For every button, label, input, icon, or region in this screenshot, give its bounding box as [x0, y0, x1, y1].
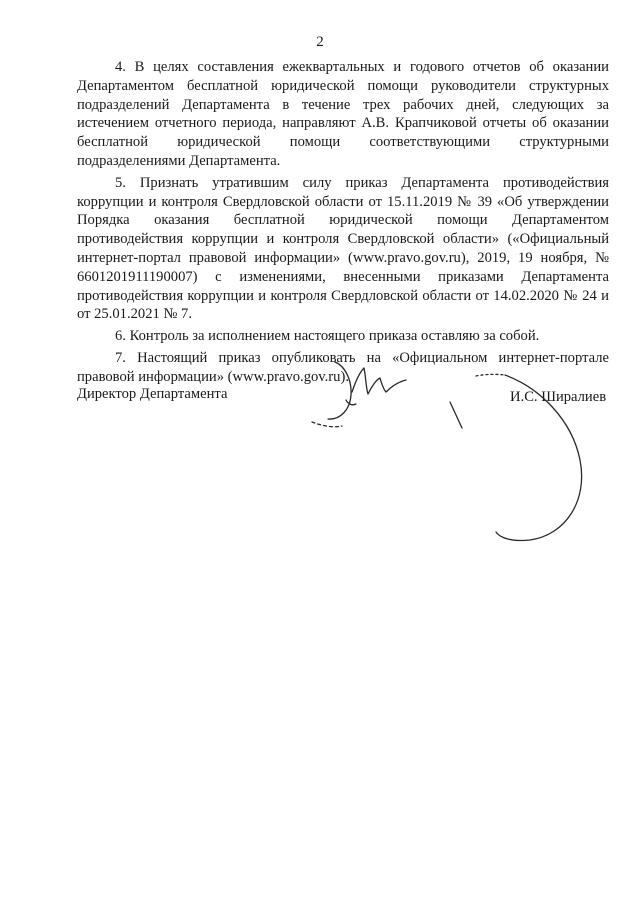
signature-stroke-under — [312, 422, 342, 427]
signer-name: И.С. Шиpалиев — [510, 389, 607, 405]
document-body — [77, 58, 609, 390]
paragraph-6: 6. Контроль за исполнением настоящего приказа оставляю за собой. — [115, 328, 540, 345]
paragraph-7: 7. Настоящий приказ опубликовать на «Официальном интернет-портале правовой информации» (www.pravo.gov.ru). — [77, 349, 609, 385]
paragraph-5: 5. Признать утратившим силу приказ Департамента противодействия коррупции и контроля Свердловской области от 15.11.2019 № 39 «Об утверждении Порядка оказания бесплатной юридической помощи Департаментом противодействия коррупции и контроля Свердловской области» («Официальный интернет-портал правовой информации» (www.pravo.gov.ru), 2019, 19 ноября, № 6601201911190007) с изменениями, внесенными приказами Департамента противодействия коррупции и контроля Свердловской области от 14.02.2020 № 24 и от 25.01.2021 № 7. — [77, 174, 609, 323]
page-number: 2 — [316, 34, 324, 50]
signature-stroke-tick — [346, 400, 356, 405]
signature-stroke-slash — [450, 402, 462, 428]
signer-position-title: Директор Департамента — [77, 386, 228, 402]
paragraph-4: 4. В целях составления ежеквартальных и годового отчетов об оказании Департаментом бесплатной юридической помощи руководители структурных подразделений Департамента в течение трех рабочих дней, следующих за истечением отчетного периода, направляют А.В. Крапчиковой отчеты об оказании бесплатной юридической помощи соответствующими структурными подразделениями Департамента. — [77, 59, 609, 169]
